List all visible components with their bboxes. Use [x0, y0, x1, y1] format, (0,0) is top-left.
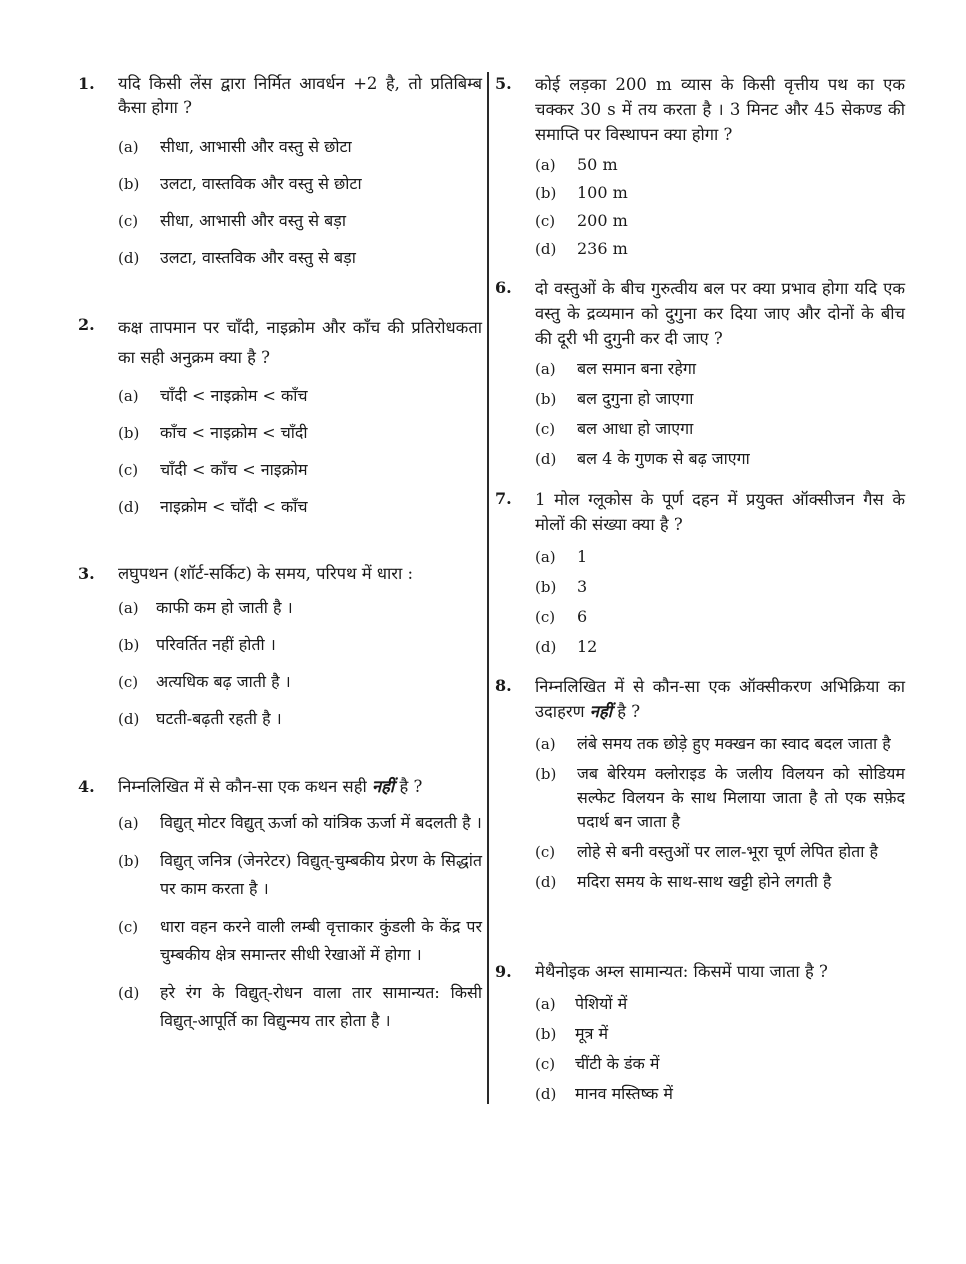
- option-label: (c): [118, 461, 139, 479]
- option-label: (b): [118, 636, 140, 654]
- question-text: [535, 674, 905, 724]
- question-7: [495, 487, 905, 659]
- question-5: [495, 72, 905, 261]
- option-text: 3: [577, 577, 588, 596]
- option-label: (c): [535, 212, 556, 230]
- question-text: दो वस्तुओं के बीच गुरुत्वीय बल पर क्या प्रभाव होगा यदि एक वस्तु के द्रव्यमान को दुगुना कर दिया जाए और दोनों के बीच की दूरी भी दुगुनी कर दी जाए ?: [535, 279, 905, 348]
- option-b: [118, 633, 482, 657]
- option-a: [535, 732, 905, 756]
- option-label: (b): [535, 765, 557, 783]
- option-b: [535, 575, 905, 599]
- question-text: कोई लड़का 200 m व्यास के किसी वृत्तीय पथ का एक चक्कर 30 s में तय करता है । 3 मिनट और 45 सेकण्ड की समाप्ति पर विस्थापन क्या होगा ?: [535, 75, 905, 144]
- option-d: [118, 495, 482, 519]
- option-label: (a): [535, 735, 556, 753]
- question-9: [495, 960, 905, 1106]
- question-number: 8.: [495, 676, 512, 695]
- option-a: [535, 153, 905, 177]
- question-number: 4.: [78, 777, 95, 796]
- option-label: (d): [118, 710, 140, 728]
- option-text: लोहे से बनी वस्तुओं पर लाल-भूरा चूर्ण लेपित होता है: [577, 842, 878, 861]
- option-text: 50 m: [577, 155, 618, 174]
- option-label: (c): [118, 673, 139, 691]
- option-c: [535, 605, 905, 629]
- option-a: [535, 545, 905, 569]
- option-label: (a): [118, 387, 139, 405]
- option-text: चाँदी < काँच < नाइक्रोम: [160, 460, 308, 479]
- column-divider: [487, 72, 489, 1104]
- option-text: 1: [577, 547, 588, 566]
- option-label: (d): [118, 984, 140, 1002]
- option-text: 200 m: [577, 211, 628, 230]
- question-number: 9.: [495, 962, 512, 981]
- option-label: (b): [118, 852, 140, 870]
- option-label: (b): [535, 390, 557, 408]
- option-c: [118, 670, 482, 694]
- option-label: (d): [535, 450, 557, 468]
- option-label: (d): [118, 249, 140, 267]
- option-text: बल आधा हो जाएगा: [577, 419, 694, 438]
- question-text-after: है ?: [399, 777, 423, 796]
- option-label: (b): [535, 578, 557, 596]
- option-c: [118, 209, 482, 233]
- question-number: 3.: [78, 564, 95, 583]
- option-d: [535, 870, 905, 894]
- option-c: [535, 1052, 905, 1076]
- question-number: 7.: [495, 489, 512, 508]
- option-text: सीधा, आभासी और वस्तु से बड़ा: [160, 211, 346, 230]
- option-text: जब बेरियम क्लोराइड के जलीय विलयन को सोडियम सल्फेट विलयन के साथ मिलाया जाता है तो एक सफ़ेद पदार्थ बन जाता है: [577, 764, 905, 831]
- option-d: [535, 237, 905, 261]
- option-label: (a): [535, 995, 556, 1013]
- option-text: मूत्र में: [575, 1024, 609, 1043]
- question-4: [78, 775, 482, 1035]
- option-d: [535, 447, 905, 471]
- option-label: (d): [535, 638, 557, 656]
- option-a: [535, 992, 905, 1016]
- option-d: [118, 707, 482, 731]
- option-text: चाँदी < नाइक्रोम < काँच: [160, 386, 308, 405]
- option-label: (c): [535, 608, 556, 626]
- option-label: (d): [535, 240, 557, 258]
- option-label: (d): [535, 873, 557, 891]
- question-text: लघुपथन (शॉर्ट-सर्किट) के समय, परिपथ में धारा :: [118, 564, 414, 583]
- option-text: उलटा, वास्तविक और वस्तु से छोटा: [160, 174, 362, 193]
- option-text: काफी कम हो जाती है ।: [156, 598, 293, 617]
- option-text: परिवर्तित नहीं होती ।: [156, 635, 276, 654]
- option-text: अत्यधिक बढ़ जाती है ।: [156, 672, 291, 691]
- option-d: [535, 635, 905, 659]
- option-text: काँच < नाइक्रोम < चाँदी: [160, 423, 308, 442]
- question-3: [78, 562, 482, 731]
- question-number: 1.: [78, 74, 95, 93]
- option-d: [118, 246, 482, 270]
- option-d: [118, 979, 482, 1035]
- option-label: (b): [118, 175, 140, 193]
- option-c: [118, 913, 482, 969]
- question-number: 5.: [495, 74, 512, 93]
- question-8: [495, 674, 905, 894]
- question-2: [78, 313, 482, 519]
- option-b: [535, 387, 905, 411]
- question-text: कक्ष तापमान पर चाँदी, नाइक्रोम और काँच की प्रतिरोधकता का सही अनुक्रम क्या है ?: [118, 318, 482, 367]
- option-label: (d): [535, 1085, 557, 1103]
- question-number: 2.: [78, 315, 95, 334]
- option-text: विद्युत् मोटर विद्युत् ऊर्जा को यांत्रिक ऊर्जा में बदलती है ।: [160, 813, 482, 832]
- option-b: [535, 762, 905, 834]
- option-text: मदिरा समय के साथ-साथ खट्टी होने लगती है: [577, 872, 832, 891]
- option-label: (b): [118, 424, 140, 442]
- option-text: 100 m: [577, 183, 628, 202]
- question-text-after: है ?: [617, 702, 641, 721]
- option-text: हरे रंग के विद्युत्-रोधन वाला तार सामान्यत: किसी विद्युत्-आपूर्ति का विद्युन्मय तार होता है ।: [160, 983, 482, 1030]
- option-c: [535, 417, 905, 441]
- option-label: (a): [535, 156, 556, 174]
- option-c: [118, 458, 482, 482]
- question-text: [118, 775, 482, 799]
- negation-emphasis: नहीं: [372, 777, 395, 796]
- option-text: बल समान बना रहेगा: [577, 359, 697, 378]
- option-text: मानव मस्तिष्क में: [575, 1084, 673, 1103]
- option-label: (a): [118, 814, 139, 832]
- question-number: 6.: [495, 278, 512, 297]
- question-text-before: निम्नलिखित में से कौन-सा एक ऑक्सीकरण अभिक्रिया का उदाहरण: [535, 677, 905, 721]
- option-text: बल 4 के गुणक से बढ़ जाएगा: [577, 449, 750, 468]
- negation-emphasis: नहीं: [589, 702, 612, 721]
- option-text: धारा वहन करने वाली लम्बी वृत्ताकार कुंडली के केंद्र पर चुम्बकीय क्षेत्र समान्तर सीधी रेखाओं में होगा ।: [160, 917, 482, 964]
- question-text-before: निम्नलिखित में से कौन-सा एक कथन सही: [118, 777, 367, 796]
- option-text: चींटी के डंक में: [575, 1054, 660, 1073]
- option-text: बल दुगुना हो जाएगा: [577, 389, 694, 408]
- option-a: [118, 809, 482, 837]
- option-label: (c): [535, 1055, 556, 1073]
- option-b: [535, 181, 905, 205]
- option-d: [535, 1082, 905, 1106]
- option-text: 236 m: [577, 239, 628, 258]
- option-a: [118, 135, 482, 159]
- option-text: उलटा, वास्तविक और वस्तु से बड़ा: [160, 248, 356, 267]
- question-text: मेथैनोइक अम्ल सामान्यत: किसमें पाया जाता है ?: [535, 962, 828, 981]
- question-1: [78, 72, 482, 270]
- question-text: 1 मोल ग्लूकोस के पूर्ण दहन में प्रयुक्त ऑक्सीजन गैस के मोलों की संख्या क्या है ?: [535, 490, 905, 534]
- option-b: [118, 172, 482, 196]
- option-label: (c): [118, 918, 139, 936]
- option-label: (c): [535, 420, 556, 438]
- option-label: (c): [535, 843, 556, 861]
- option-label: (b): [535, 184, 557, 202]
- option-text: पेशियों में: [575, 994, 628, 1013]
- option-text: विद्युत् जनित्र (जेनरेटर) विद्युत्-चुम्बकीय प्रेरण के सिद्धांत पर काम करता है ।: [160, 851, 482, 898]
- option-text: लंबे समय तक छोड़े हुए मक्खन का स्वाद बदल जाता है: [577, 734, 891, 753]
- question-6: [495, 276, 905, 471]
- option-label: (a): [118, 138, 139, 156]
- option-text: 12: [577, 637, 598, 656]
- option-text: सीधा, आभासी और वस्तु से छोटा: [160, 137, 352, 156]
- option-label: (a): [535, 548, 556, 566]
- option-text: 6: [577, 607, 588, 626]
- option-c: [535, 840, 905, 864]
- option-a: [535, 357, 905, 381]
- option-label: (a): [118, 599, 139, 617]
- option-label: (d): [118, 498, 140, 516]
- option-label: (a): [535, 360, 556, 378]
- option-text: घटती-बढ़ती रहती है ।: [156, 709, 282, 728]
- option-a: [118, 384, 482, 408]
- option-b: [118, 421, 482, 445]
- option-a: [118, 596, 482, 620]
- option-b: [535, 1022, 905, 1046]
- option-c: [535, 209, 905, 233]
- question-text: यदि किसी लेंस द्वारा निर्मित आवर्धन +2 है, तो प्रतिबिम्ब कैसा होगा ?: [118, 74, 482, 117]
- option-label: (b): [535, 1025, 557, 1043]
- option-text: नाइक्रोम < चाँदी < काँच: [160, 497, 308, 516]
- option-b: [118, 847, 482, 903]
- option-label: (c): [118, 212, 139, 230]
